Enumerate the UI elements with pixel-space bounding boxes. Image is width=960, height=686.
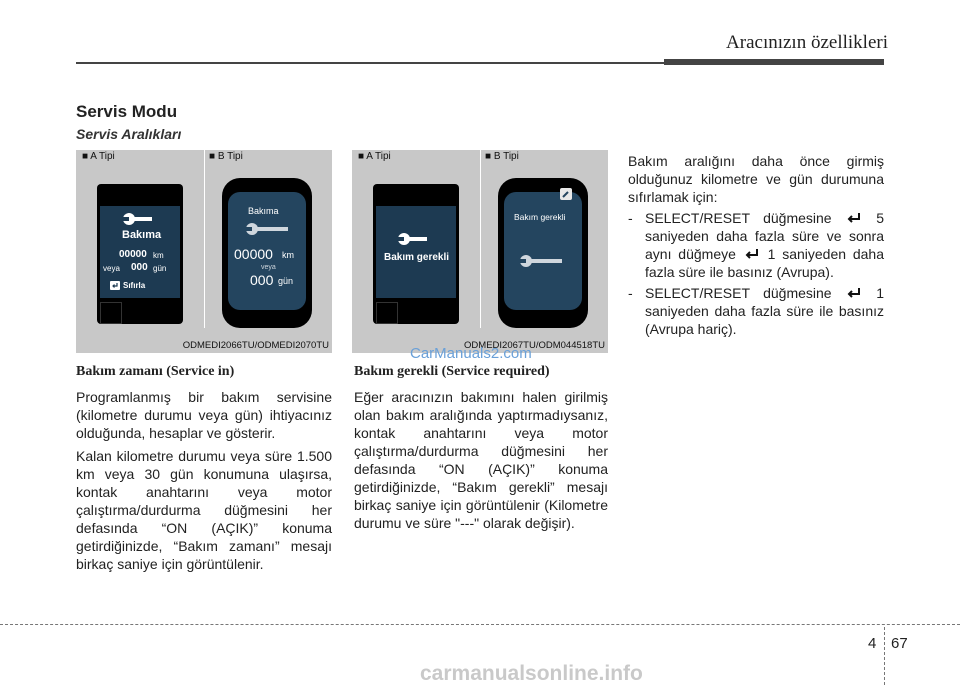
footer-rule [0, 624, 960, 625]
enter-arrow-icon [743, 248, 761, 260]
screen-b-km-unit: km [282, 250, 294, 260]
figure-label-a: ■ A Tipi [82, 151, 115, 162]
figure-divider [480, 150, 481, 328]
page-section: 4 [868, 635, 877, 652]
wrench-icon-b [518, 254, 566, 268]
section-subtitle: Servis Aralıkları [76, 126, 182, 142]
figure-code: ODMEDI2067TU/ODM044518TU [464, 340, 605, 351]
cluster-screen-a [97, 184, 183, 324]
header-rule-thick [664, 59, 884, 65]
screen-b-title: Bakım gerekli [514, 212, 566, 222]
paragraph: Kalan kilometre durumu veya süre 1.500 km veya 30 gün konumuna ulaşırsa, kontak anahtarını veya motor çalıştırma/durdurma düğmesini her defasında “ON (AÇIK)” konuma getirdiğinizde, “Bakım zamanı” mesajı birkaç saniye için görüntülenir. [76, 448, 332, 572]
list-item: - SELECT/RESET düğmesine 5 saniyeden daha fazla süre ve sonra aynı düğmeye 1 saniyeden daha fazla süre ile basınız (Avrupa). [628, 210, 885, 280]
figure-service-required [352, 150, 608, 353]
column-2-text [354, 388, 608, 532]
paragraph: Eğer aracınızın bakımını halen girilmiş olan bakım aralığında yaptırmadıysanız, kontak anahtarını veya motor çalıştırma/durdurma düğmesini her defasında “ON (AÇIK)” konuma getirdiğinizde, “Bakım gerekli” mesajı birkaç saniye için görüntülenir (Kilometre durumu ve süre "---" olarak değişir). [354, 389, 608, 531]
cluster-screen-a [373, 184, 459, 324]
column-1-text [76, 388, 332, 573]
heading-service-required: Bakım gerekli (Service required) [354, 364, 550, 379]
paragraph: Bakım aralığını daha önce girmiş olduğunuz kilometre ve gün durumuna sıfırlamak için: [628, 153, 884, 205]
page-number: 67 [891, 635, 908, 652]
wrench-icon [397, 232, 431, 246]
list-item: - SELECT/RESET düğmesine 1 saniyeden daha fazla süre ile basınız (Avrupa hariç). [628, 285, 884, 337]
wrench-icon-b [244, 222, 292, 236]
screen-a-reset: Sıfırla [123, 281, 146, 290]
running-header: Aracınızın özellikleri [726, 32, 888, 53]
column-3-text [628, 152, 884, 338]
figure-code: ODMEDI2066TU/ODMEDI2070TU [182, 340, 329, 351]
screen-a-or: veya [103, 264, 120, 273]
figure-service-in [76, 150, 332, 353]
cluster-screen-b [222, 178, 312, 328]
screen-a-day-value: 000 [131, 262, 148, 273]
page-divider [884, 627, 885, 685]
enter-arrow-icon [845, 212, 863, 224]
screen-b-day-value: 000 [250, 272, 274, 288]
screen-a-day-unit: gün [153, 264, 167, 273]
section-title: Servis Modu [76, 102, 178, 121]
screen-a-title: Bakıma [122, 229, 162, 241]
paragraph: Programlanmış bir bakım servisine (kilometre durumu veya gün) ihtiyacınız olduğunda, hesaplar ve gösterir. [76, 389, 332, 441]
screen-a-km-unit: km [153, 251, 164, 260]
enter-arrow-icon [845, 287, 863, 299]
figure-label-a: ■ A Tipi [358, 151, 391, 162]
watermark: CarManuals2.com [410, 345, 532, 362]
wrench-icon [122, 212, 156, 226]
figure-label-b: ■ B Tipi [485, 151, 519, 162]
screen-b-day-unit: gün [278, 276, 294, 286]
screen-b-km-value: 00000 [234, 246, 273, 262]
screen-a-title: Bakım gerekli [384, 252, 450, 263]
header-rule [76, 62, 664, 64]
screen-b-or: veya [261, 264, 276, 271]
footer-watermark: carmanualsonline.info [420, 662, 643, 685]
enter-icon [110, 281, 120, 290]
screen-a-km-value: 00000 [119, 249, 147, 260]
figure-divider [204, 150, 205, 328]
wrench-badge-icon [560, 188, 572, 200]
heading-service-in: Bakım zamanı (Service in) [76, 364, 235, 379]
screen-b-title: Bakıma [248, 206, 279, 216]
cluster-screen-b [498, 178, 588, 328]
figure-label-b: ■ B Tipi [209, 151, 243, 162]
